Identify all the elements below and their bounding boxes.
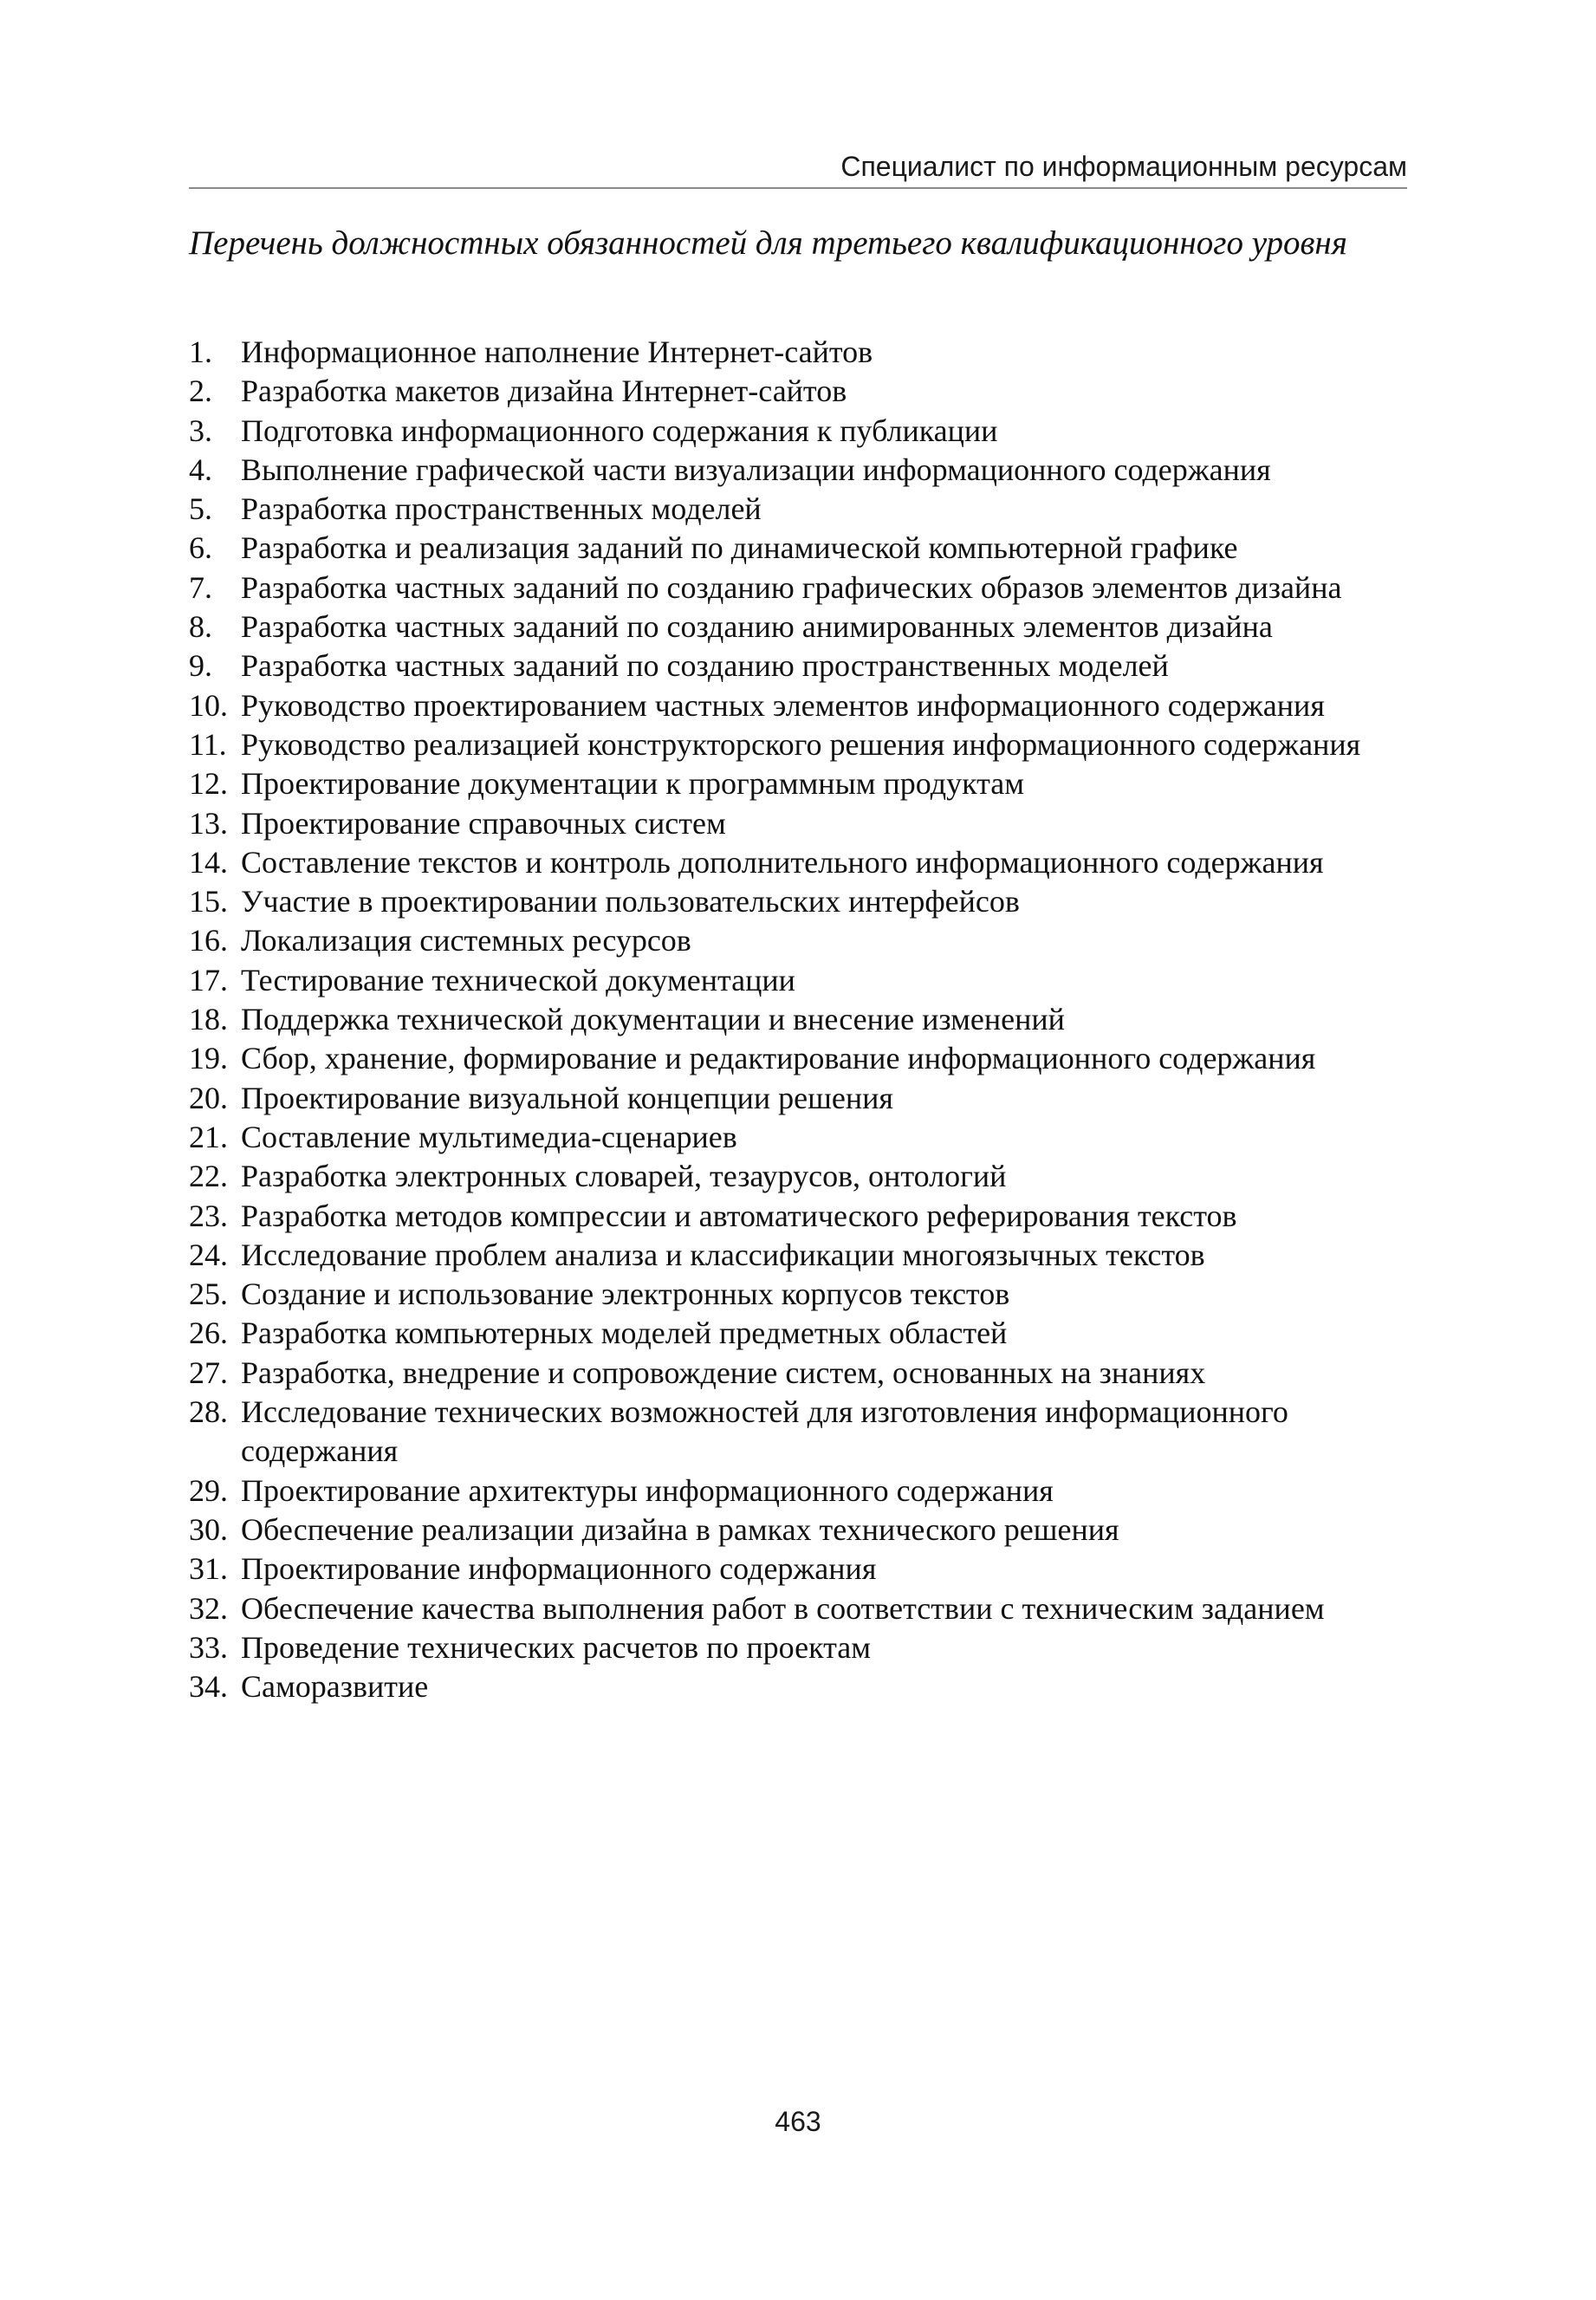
list-item bbox=[189, 1039, 1419, 1078]
list-item-number: 27. bbox=[189, 1355, 228, 1390]
list-item-text: Проектирование визуальной концепции решения bbox=[241, 1080, 893, 1115]
list-item bbox=[189, 490, 1419, 529]
list-item-number: 10. bbox=[189, 687, 228, 723]
list-item bbox=[189, 686, 1419, 725]
list-item-text: Обеспечение качества выполнения работ в соответствии с техническим заданием bbox=[241, 1590, 1325, 1626]
duties-list bbox=[189, 333, 1419, 1706]
list-item-number: 6. bbox=[189, 530, 212, 566]
list-item-text: Поддержка технической документации и внесение изменений bbox=[241, 1002, 1065, 1037]
list-item-number: 14. bbox=[189, 844, 228, 880]
list-item bbox=[189, 529, 1419, 568]
list-item-text: Разработка и реализация заданий по динамической компьютерной графике bbox=[241, 530, 1238, 566]
list-item-number: 29. bbox=[189, 1472, 228, 1508]
list-item-number: 9. bbox=[189, 648, 212, 684]
list-item-text: Создание и использование электронных корпусов текстов bbox=[241, 1277, 1010, 1312]
list-item bbox=[189, 1667, 1419, 1706]
header-rule bbox=[189, 187, 1407, 189]
list-item-text: Составление текстов и контроль дополнительного информационного содержания bbox=[241, 844, 1324, 880]
list-item bbox=[189, 1314, 1419, 1353]
list-item-text: Проектирование документации к программным продуктам bbox=[241, 766, 1025, 802]
list-item bbox=[189, 882, 1419, 921]
list-item bbox=[189, 961, 1419, 1000]
list-item-number: 18. bbox=[189, 1002, 228, 1037]
list-item-text: Разработка частных заданий по созданию графических образов элементов дизайна bbox=[241, 569, 1342, 605]
list-item-text: Проведение технических расчетов по проектам bbox=[241, 1629, 872, 1665]
list-item-number: 17. bbox=[189, 962, 228, 997]
list-item-text: Саморазвитие bbox=[241, 1669, 429, 1705]
list-item-text: Информационное наполнение Интернет-сайтов bbox=[241, 335, 873, 369]
list-item bbox=[189, 1275, 1419, 1314]
list-item-number: 34. bbox=[189, 1669, 228, 1705]
list-item-number: 32. bbox=[189, 1590, 228, 1626]
list-item-text: Разработка электронных словарей, тезаурусов, онтологий bbox=[241, 1159, 1007, 1194]
list-item bbox=[189, 333, 1419, 372]
list-item-text: Разработка частных заданий по созданию анимированных элементов дизайна bbox=[241, 609, 1273, 645]
list-item bbox=[189, 1197, 1419, 1236]
list-item bbox=[189, 1079, 1419, 1118]
list-item-text: Исследование технических возможностей для изготовления информационного содержания bbox=[241, 1394, 1288, 1469]
list-item-number: 13. bbox=[189, 805, 228, 841]
list-item-number: 28. bbox=[189, 1394, 228, 1430]
list-item-number: 8. bbox=[189, 609, 212, 645]
list-item-text: Руководство реализацией конструкторского решения информационного содержания bbox=[241, 726, 1361, 762]
list-item bbox=[189, 804, 1419, 843]
list-item-text: Разработка частных заданий по созданию пространственных моделей bbox=[241, 648, 1169, 684]
list-item bbox=[189, 451, 1419, 490]
list-item bbox=[189, 1157, 1419, 1196]
list-item bbox=[189, 764, 1419, 803]
running-header: Специалист по информационным ресурсам bbox=[840, 151, 1407, 182]
list-item bbox=[189, 725, 1419, 764]
list-item bbox=[189, 1589, 1419, 1628]
list-item-text: Подготовка информационного содержания к публикации bbox=[241, 413, 998, 448]
list-item bbox=[189, 1354, 1419, 1393]
list-item-number: 19. bbox=[189, 1041, 228, 1076]
list-item-number: 4. bbox=[189, 452, 212, 487]
list-item bbox=[189, 569, 1419, 607]
list-item-number: 1. bbox=[189, 335, 212, 369]
list-item bbox=[189, 1118, 1419, 1157]
list-item bbox=[189, 607, 1419, 646]
list-item-text: Разработка компьютерных моделей предметных областей bbox=[241, 1316, 1008, 1351]
list-item-text: Проектирование справочных систем bbox=[241, 805, 726, 841]
list-item-number: 16. bbox=[189, 923, 228, 958]
list-item bbox=[189, 1550, 1419, 1589]
list-item-text: Руководство проектированием частных элементов информационного содержания bbox=[241, 687, 1325, 723]
list-item-text: Тестирование технической документации bbox=[241, 962, 795, 997]
list-item-number: 23. bbox=[189, 1198, 228, 1233]
list-item-number: 26. bbox=[189, 1316, 228, 1351]
list-item-text: Разработка методов компрессии и автоматического реферирования текстов bbox=[241, 1198, 1237, 1233]
list-item-text: Сбор, хранение, формирование и редактирование информационного содержания bbox=[241, 1041, 1316, 1076]
list-item-number: 30. bbox=[189, 1511, 228, 1547]
list-item-text: Проектирование информационного содержания bbox=[241, 1551, 877, 1587]
list-item-number: 24. bbox=[189, 1237, 228, 1272]
list-item bbox=[189, 843, 1419, 882]
list-item bbox=[189, 1628, 1419, 1667]
page-number: 463 bbox=[775, 2106, 821, 2137]
list-item-text: Составление мультимедиа-сценариев bbox=[241, 1119, 737, 1154]
list-item-number: 11. bbox=[189, 726, 227, 762]
list-item-number: 31. bbox=[189, 1551, 228, 1587]
list-item-text: Участие в проектировании пользовательских интерфейсов bbox=[241, 884, 1020, 919]
list-item-text: Разработка, внедрение и сопровождение систем, основанных на знаниях bbox=[241, 1355, 1206, 1390]
list-item bbox=[189, 646, 1419, 685]
list-item-text: Обеспечение реализации дизайна в рамках технического решения bbox=[241, 1511, 1119, 1547]
list-item-text: Локализация системных ресурсов bbox=[241, 923, 691, 958]
list-item-number: 21. bbox=[189, 1119, 228, 1154]
list-item-text: Разработка пространственных моделей bbox=[241, 491, 762, 527]
list-item bbox=[189, 1393, 1419, 1472]
list-item bbox=[189, 372, 1419, 411]
list-item-text: Разработка макетов дизайна Интернет-сайтов bbox=[241, 374, 847, 409]
list-item-number: 7. bbox=[189, 569, 212, 605]
list-item-number: 20. bbox=[189, 1080, 228, 1115]
list-item-text: Проектирование архитектуры информационного содержания bbox=[241, 1472, 1054, 1508]
list-item-number: 3. bbox=[189, 413, 212, 448]
list-item-number: 33. bbox=[189, 1629, 228, 1665]
list-item-number: 5. bbox=[189, 491, 212, 527]
list-item bbox=[189, 1511, 1419, 1550]
list-item bbox=[189, 921, 1419, 960]
list-item bbox=[189, 1236, 1419, 1275]
list-item-text: Выполнение графической части визуализации информационного содержания bbox=[241, 452, 1271, 487]
list-item-number: 2. bbox=[189, 374, 212, 409]
section-title: Перечень должностных обязанностей для третьего квалификационного уровня bbox=[189, 224, 1347, 262]
list-item-number: 12. bbox=[189, 766, 228, 802]
list-item-number: 15. bbox=[189, 884, 228, 919]
list-item-number: 22. bbox=[189, 1159, 228, 1194]
list-item bbox=[189, 1000, 1419, 1039]
list-item-text: Исследование проблем анализа и классификации многоязычных текстов bbox=[241, 1237, 1205, 1272]
list-item bbox=[189, 1472, 1419, 1511]
list-item bbox=[189, 412, 1419, 451]
list-item-number: 25. bbox=[189, 1277, 228, 1312]
